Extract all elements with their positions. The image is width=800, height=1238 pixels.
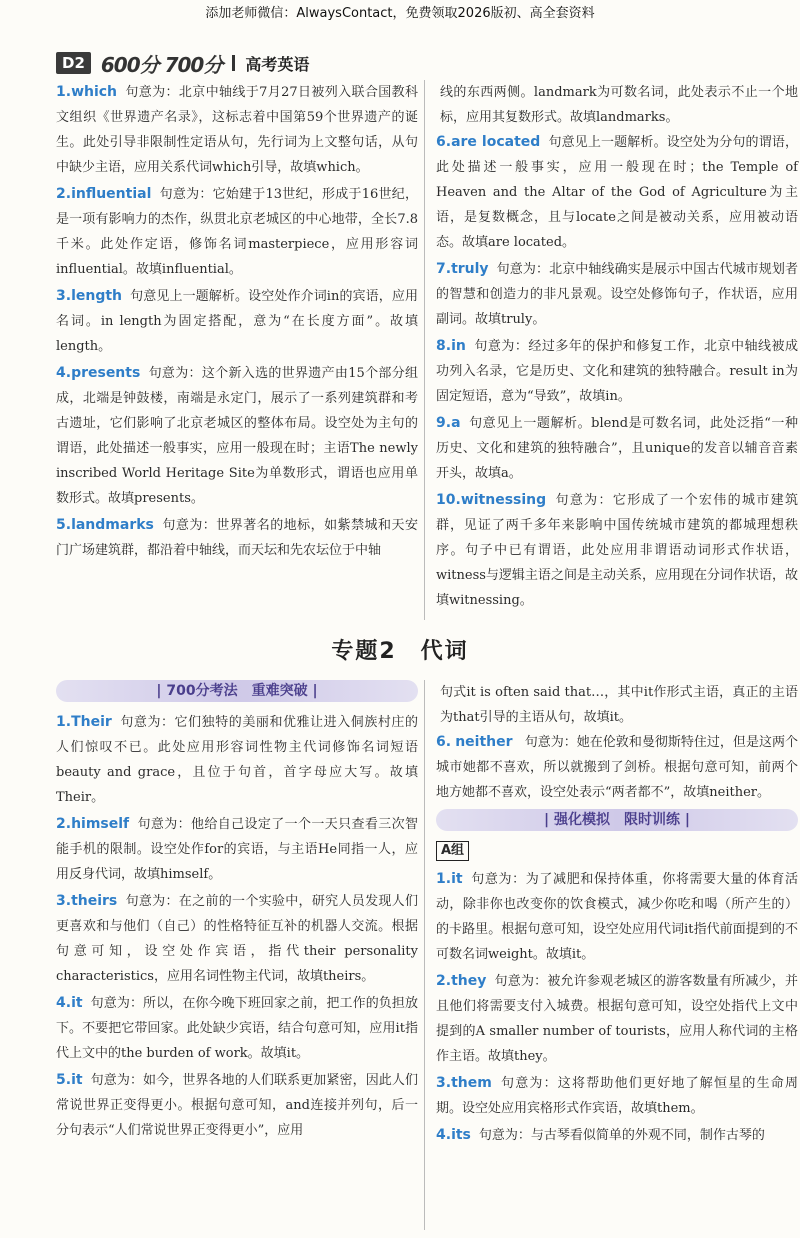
entry-answer: it — [451, 871, 463, 887]
page-header — [56, 50, 309, 76]
entry-text: 句意为：它形成了一个宏伟的城市建筑群，见证了两千多年来影响中国传统城市建筑的都城理想秩序。句子中已有谓语，此处应用非谓语动词形式作状语，witness与逻辑主语之间是主动关系，应用现在分词作状语，故填witnessing。 — [436, 493, 798, 608]
entry-answer: himself — [71, 816, 130, 832]
answer-entry — [436, 867, 798, 967]
entry-answer: neither — [455, 734, 513, 750]
entry-text: 句意为：经过多年的保护和修复工作，北京中轴线被成功列入名录，它是历史、文化和建筑的独特融合。result in为固定短语，意为“导致”，故填in。 — [436, 339, 798, 404]
entry-number: 7. — [436, 261, 452, 277]
entry-answer: it — [71, 995, 83, 1011]
entry-number: 3. — [436, 1075, 452, 1091]
answer-entry — [56, 812, 418, 887]
entry-text: 句意为：世界著名的地标，如紫禁城和天安门广场建筑群，都沿着中轴线，而天坛和先农坛位于中轴 — [56, 518, 418, 558]
answer-entry — [436, 488, 798, 613]
entry-text: 句意为：所以，在你今晚下班回家之前，把工作的负担放下。不要把它带回家。此处缺少宾语，结合句意可知，应用it指代上文中的the burden of work。故填it。 — [56, 996, 418, 1061]
entry-answer: presents — [71, 365, 141, 381]
answer-entry — [436, 730, 798, 805]
answer-entry — [56, 1068, 418, 1143]
entry-number: 3. — [56, 288, 72, 304]
brand-logo: 600分 700分 — [100, 52, 223, 77]
entry-answer: them — [451, 1075, 492, 1091]
entry-text: 句意为：他给自己设定了一个一天只查看三次智能手机的限制。设空处作for的宾语，与主语He同指一人，应用反身代词，故填himself。 — [56, 817, 418, 882]
continuation-text: 线的东西两侧。landmark为可数名词，此处表示不止一个地标，应用其复数形式。故填landmarks。 — [440, 85, 798, 125]
entry-answer: influential — [71, 186, 152, 202]
answer-entry — [56, 710, 418, 810]
entry-text: 句意为：这将帮助他们更好地了解恒星的生命周期。设空处应用宾格形式作宾语，故填them。 — [436, 1076, 798, 1116]
entry-text: 句意为：如今，世界各地的人们联系更加紧密，因此人们常说世界正变得更小。根据句意可知，and连接并列句，后一分句表示“人们常说世界正变得更小”，应用 — [56, 1073, 418, 1138]
entry-number: 1. — [56, 84, 72, 100]
entry-text: 句意见上一题解析。blend是可数名词，此处泛指“一种历史、文化和建筑的独特融合”，且unique的发音以辅音音素开头，故填a。 — [436, 416, 798, 481]
entry-number: 1. — [436, 871, 452, 887]
entry-text: 句意为：为了减肥和保持体重，你将需要大量的体育活动，除非你也改变你的饮食模式，减少你吃和喝（所产生的）的卡路里。根据句意可知，设空处应用代词it指代前面提到的不可数名词weight。故填it。 — [436, 872, 798, 962]
entry-answer: witnessing — [460, 492, 547, 508]
entry-text: 句意为：它们独特的美丽和优雅让进入侗族村庄的人们惊叹不已。此处应用形容词性物主代词修饰名词短语beauty and grace，且位于句首，首字母应大写。故填Their。 — [56, 715, 418, 805]
entry-number: 5. — [56, 1072, 72, 1088]
entry-number: 3. — [56, 893, 72, 909]
entry-text: 句意为：它始建于13世纪，形成于16世纪，是一项有影响力的杰作，纵贯北京老城区的中心地带，全长7.8千米。此处作定语，修饰名词masterpiece，应用形容词influential。故填influential。 — [56, 187, 418, 277]
answer-entry — [436, 969, 798, 1069]
entry-number: 4. — [436, 1127, 452, 1143]
answer-entry — [436, 130, 798, 255]
entry-answer: it — [71, 1072, 83, 1088]
section-title: 专题2 代词 — [331, 639, 469, 664]
answer-entry — [436, 1123, 798, 1148]
entry-number: 1. — [56, 714, 72, 730]
section-banner: | 强化模拟 限时训练 | — [436, 809, 798, 831]
subject-title: 高考英语 — [245, 54, 310, 74]
top-left-column — [56, 80, 418, 565]
entry-text: 句意见上一题解析。设空处作介词in的宾语，应用名词。in length为固定搭配，意为“在长度方面”。故填length。 — [56, 289, 418, 354]
entry-text: 句意为：这个新入选的世界遗产由15个部分组成，北端是钟鼓楼，南端是永定门，展示了一系列建筑群和考古遗址，它们影响了北京老城区的整体布局。设空处为主句的谓语，此处描述一般事实，应用一般现在时；主语The newly inscribed World Heritage Site为单数形式，谓语也应用单数形式。故填presents。 — [56, 366, 418, 506]
entry-answer: which — [71, 84, 118, 100]
entry-answer: theirs — [71, 893, 118, 909]
entry-number: 8. — [436, 338, 452, 354]
entry-number: 2. — [436, 973, 452, 989]
entry-answer: its — [451, 1127, 471, 1143]
entry-text: 句意为：她在伦敦和曼彻斯特住过，但是这两个城市她都不喜欢，所以就搬到了剑桥。根据句意可知，前两个地方她都不喜欢，设空处表示“两者都不”，故填neither。 — [436, 735, 798, 800]
answer-entry — [56, 80, 418, 180]
entry-text: 句意为：被允许参观老城区的游客数量有所减少，并且他们将需要支付入城费。根据句意可知，设空处指代上文中提到的A smaller number of tourists，应用人称代词的主格作主语。故填they。 — [436, 974, 798, 1064]
column-divider — [424, 680, 425, 1230]
entry-answer: truly — [451, 261, 489, 277]
answer-entry — [56, 991, 418, 1066]
entry-number: 9. — [436, 415, 452, 431]
continuation-text: 句式it is often said that…，其中it作形式主语，真正的主语为that引导的主语从句，故填it。 — [440, 685, 798, 725]
group-label: A组 — [436, 841, 469, 861]
entry-text: 句意见上一题解析。设空处为分句的谓语，此处描述一般事实，应用一般现在时；the Temple of Heaven and the Altar of the God of Agriculture为主语，是复数概念，且与locate之间是被动关系，应用被动语态。故填are located。 — [436, 135, 798, 250]
watermark-banner: 添加老师微信：AlwaysContact，免费领取2026版初、高全套资料 — [205, 6, 595, 21]
answer-entry — [56, 889, 418, 989]
entry-number: 2. — [56, 186, 72, 202]
page-badge: D2 — [56, 52, 91, 74]
column-divider — [424, 80, 425, 620]
top-right-column — [436, 80, 798, 615]
entry-number: 5. — [56, 517, 72, 533]
answer-entry — [56, 361, 418, 511]
answer-entry — [436, 257, 798, 332]
section-banner: | 700分考法 重难突破 | — [56, 680, 418, 702]
answer-entry — [56, 182, 418, 282]
answer-entry — [56, 513, 418, 563]
entry-answer: Their — [71, 714, 112, 730]
entry-number: 4. — [56, 365, 72, 381]
entry-number: 10. — [436, 492, 461, 508]
entry-answer: landmarks — [71, 517, 154, 533]
entry-number: 6. — [436, 134, 452, 150]
entry-number: 2. — [56, 816, 72, 832]
entry-number: 6. — [436, 734, 452, 750]
header-separator — [232, 55, 235, 71]
entry-text: 句意为：与古琴看似简单的外观不同，制作古琴的 — [478, 1128, 765, 1143]
entry-text: 句意为：北京中轴线确实是展示中国古代城市规划者的智慧和创造力的非凡景观。设空处修饰句子，作状语，应用副词。故填truly。 — [436, 262, 798, 327]
entry-answer: are located — [451, 134, 541, 150]
bottom-left-column — [56, 680, 418, 1145]
answer-entry — [436, 411, 798, 486]
bottom-right-column — [436, 680, 798, 1150]
answer-entry — [436, 1071, 798, 1121]
entry-answer: length — [71, 288, 123, 304]
entry-text: 句意为：北京中轴线于7月27日被列入联合国教科文组织《世界遗产名录》，这标志着中国第59个世界遗产的诞生。此处引导非限制性定语从句，先行词为上文整句话，从句中缺少主语，应用关系代词which引导，故填which。 — [56, 85, 418, 175]
answer-entry — [436, 334, 798, 409]
entry-answer: a — [451, 415, 461, 431]
entry-answer: they — [451, 973, 487, 989]
entry-text: 句意为：在之前的一个实验中，研究人员发现人们更喜欢和与他们（自己）的性格特征互补的机器人交流。根据句意可知，设空处作宾语，指代their personality characteristics，应用名词性物主代词，故填theirs。 — [56, 894, 418, 984]
entry-number: 4. — [56, 995, 72, 1011]
answer-entry — [56, 284, 418, 359]
entry-answer: in — [451, 338, 466, 354]
